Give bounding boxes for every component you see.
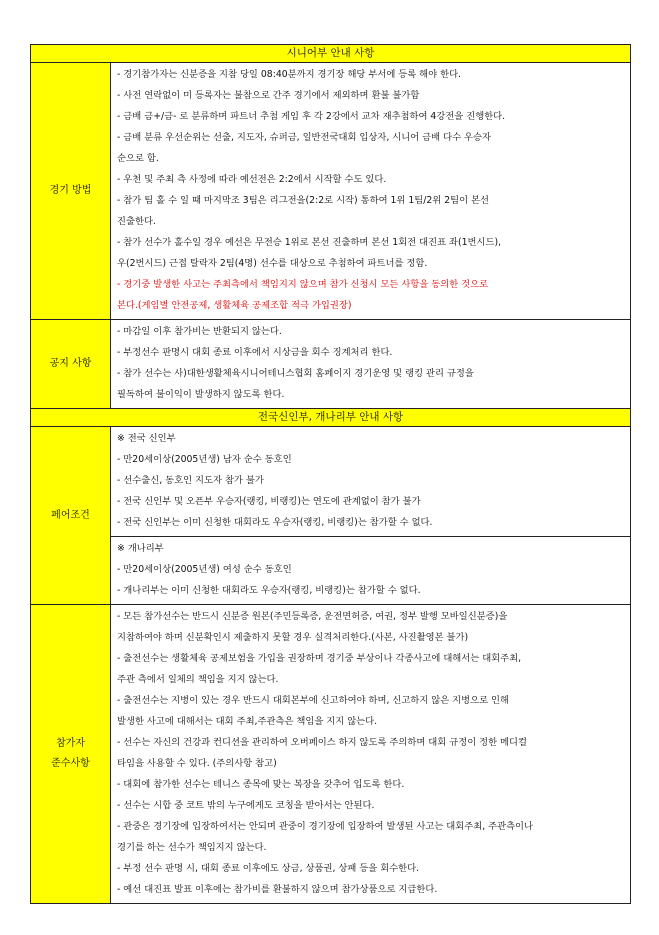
text-line: 주관 측에서 일체의 책임을 지지 않는다. xyxy=(117,674,279,685)
text-line: - 출전선수는 생활체육 공제보험을 가입을 권장하며 경기중 부상이나 각종사고에 대해서는 대회주최, xyxy=(117,653,522,664)
gaenari-conditions xyxy=(111,537,630,604)
text-line: - 마감일 이후 참가비는 반환되지 않는다. xyxy=(117,326,282,337)
text-line: - 부정 선수 판명 시, 대회 종료 이후에도 상금, 상품권, 상패 등을 회수한다. xyxy=(117,863,420,874)
text-line: - 금배 분류 우선순위는 선출, 지도자, 슈퍼금, 일반전국대회 입상자, 시니어 금배 다수 우승자 xyxy=(117,132,491,143)
text-line: - 모든 참가선수는 반드시 신분증 원본(주민등록증, 운전면허증, 여권, 정부 발행 모바일신분증)을 xyxy=(117,611,508,622)
text-line: - 대회에 참가한 선수는 테니스 종목에 맞는 복장을 갖추어 입도록 한다. xyxy=(117,779,405,790)
text-line: - 참가 선수는 사)대한생활체육시니어테니스협회 홈페이지 경기운영 및 랭킹 관리 규정을 xyxy=(117,368,474,379)
text-line: 진출한다. xyxy=(117,216,156,227)
text-line: 경기를 하는 선수가 책임지지 않는다. xyxy=(117,842,267,853)
text-line: - 예선 대진표 발표 이후에는 참가비를 환불하지 않으며 참가상품으로 지급한다. xyxy=(117,884,438,895)
notice-content xyxy=(111,320,631,409)
text-line: - 참가 팀 홀 수 일 때 마지막조 3팀은 리그전을(2:2로 시작) 통하여 1위 1팀/2위 2팀이 본선 xyxy=(117,195,490,206)
text-line: - 개나리부는 이미 신청한 대회라도 우승자(랭킹, 비랭킹)는 참가할 수 없다. xyxy=(117,585,421,596)
text-line: - 전국 신인부는 이미 신청한 대회라도 우승자(랭킹, 비랭킹)는 참가할 수 없다. xyxy=(117,517,433,528)
text-line: - 선수는 시합 중 코트 밖의 누구에게도 코칭을 받아서는 안된다. xyxy=(117,800,375,811)
text-line: - 부정선수 판명시 대회 종료 이후에서 시상금을 회수 징계처리 한다. xyxy=(117,347,393,358)
senior-section-title: 시니어부 안내 사항 xyxy=(31,45,631,63)
label-participant-rules xyxy=(31,605,111,904)
text-line: 우(2번시드) 근접 탈락자 2팀(4명) 선수를 대상으로 추첨하여 파트너를 정함. xyxy=(117,258,428,269)
text-line: - 만20세이상(2005년생) 남자 순수 동호인 xyxy=(117,454,292,465)
text-line: - 경기참가자는 신분증을 지참 당일 08:40분까지 경기장 해당 부서에 등록 해야 한다. xyxy=(117,69,462,80)
document-sheet xyxy=(30,44,630,904)
pair-conditions-content xyxy=(111,427,631,605)
notice-table xyxy=(30,44,631,904)
text-line: ※ 개나리부 xyxy=(117,543,164,554)
text-line: 타임을 사용할 수 있다. (주의사항 참고) xyxy=(117,758,277,769)
label-notice: 공지 사항 xyxy=(31,320,111,409)
text-line: ※ 전국 신인부 xyxy=(117,433,176,444)
text-line: - 전국 신인부 및 오픈부 우승자(랭킹, 비랭킹)는 연도에 관계없이 참가 불가 xyxy=(117,496,421,507)
label-pair-conditions: 페어조건 xyxy=(31,427,111,605)
text-line: - 사전 연락없이 미 등록자는 불참으로 간주 경기에서 제외하며 환불 불가함 xyxy=(117,90,420,101)
text-line: - 금배 금+/금- 로 분류하며 파트너 추첨 게임 후 각 2강에서 교차 재추첨하여 4강전을 진행한다. xyxy=(117,111,506,122)
text-line: - 참가 선수가 홀수일 경우 예선은 무전승 1위로 본선 진출하며 본선 1회전 대진표 좌(1번시드), xyxy=(117,237,502,248)
text-line: - 관중은 경기장에 입장하여서는 안되며 관중이 경기장에 입장하여 발생된 사고는 대회주최, 주관측이나 xyxy=(117,821,534,832)
label-participant-rules-line2: 준수사항 xyxy=(51,758,90,769)
newcomer-section-title: 전국신인부, 개나리부 안내 사항 xyxy=(31,409,631,427)
text-line: 본다.(게임별 안전공제, 생활체육 공제조합 적극 가입권장) xyxy=(117,300,352,311)
text-line: - 출전선수는 지병이 있는 경우 반드시 대회본부에 신고하여야 하며, 신고하지 않은 지병으로 인해 xyxy=(117,695,510,706)
newcomer-men-conditions xyxy=(111,427,630,537)
text-line: - 선수출신, 동호인 지도자 참가 불가 xyxy=(117,475,264,486)
text-line: - 경기중 발생한 사고는 주최측에서 책임지지 않으며 참가 신청시 모든 사항을 동의한 것으로 xyxy=(117,279,489,290)
participant-rules-content xyxy=(111,605,631,904)
text-line: 순으로 함. xyxy=(117,153,159,164)
text-line: - 우천 및 주최 측 사정에 따라 예선전은 2:2에서 시작할 수도 있다. xyxy=(117,174,387,185)
text-line: 필독하여 불이익이 발생하지 않도록 한다. xyxy=(117,389,285,400)
label-participant-rules-line1: 참가자 xyxy=(56,738,85,749)
text-line: - 선수는 자신의 건강과 컨디션을 관리하여 오버페이스 하지 않도록 주의하며 대회 규정이 정한 메디컬 xyxy=(117,737,527,748)
match-method-content xyxy=(111,63,631,320)
text-line: 지참하여야 하며 신분확인시 제출하지 못할 경우 실격처리한다.(사본, 사진촬영본 불가) xyxy=(117,632,469,643)
label-match-method: 경기 방법 xyxy=(31,63,111,320)
text-line: - 만20세이상(2005년생) 여성 순수 동호인 xyxy=(117,564,292,575)
text-line: 발생한 사고에 대해서는 대회 주최,주관측은 책임을 지지 않는다. xyxy=(117,716,378,727)
